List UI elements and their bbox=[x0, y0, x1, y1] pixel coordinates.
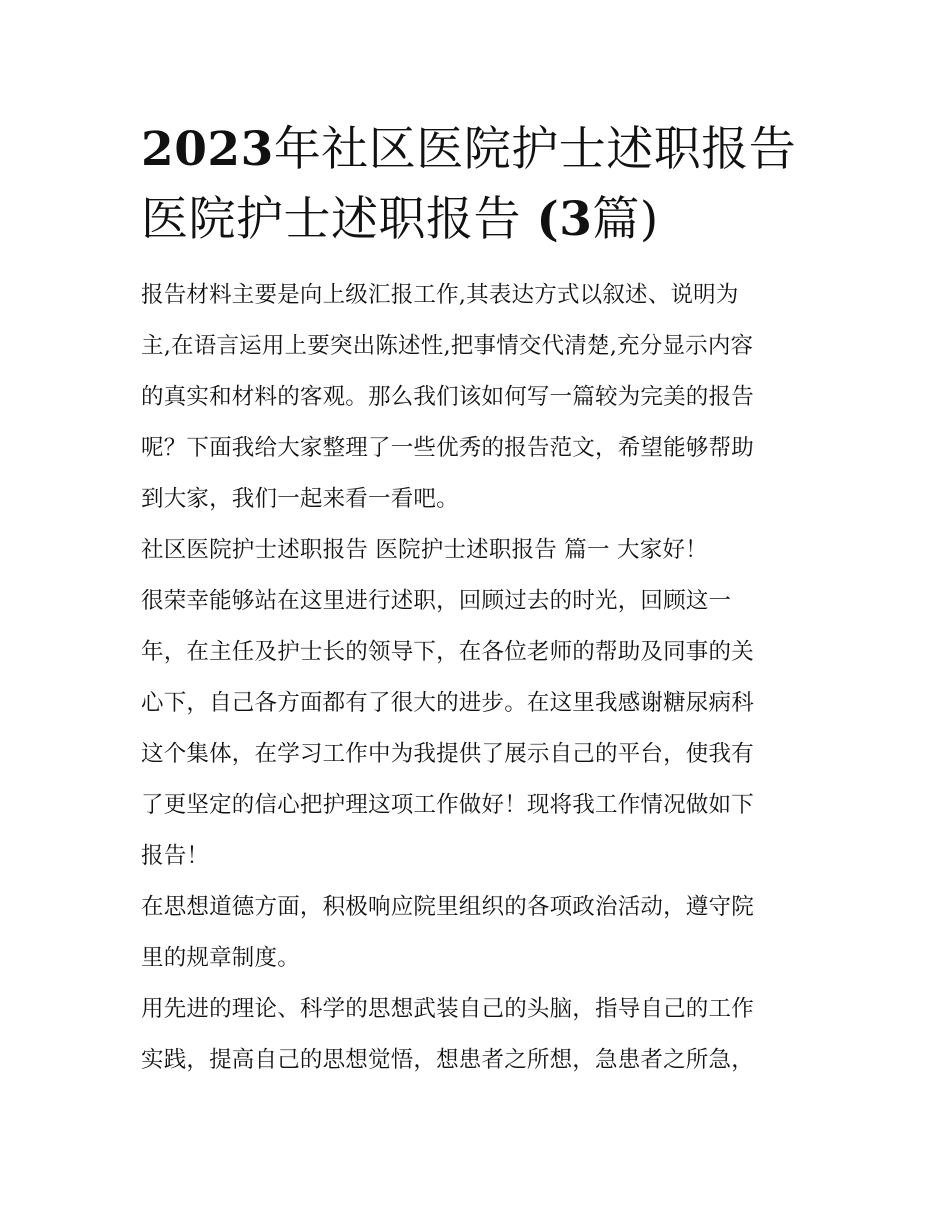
paragraph-line: 里的规章制度。 bbox=[141, 945, 300, 971]
title-line-1-text: 年社区医院护士述职报告 bbox=[273, 122, 797, 177]
paragraph-line: 了更坚定的信心把护理这项工作做好！现将我工作情况做如下 bbox=[141, 792, 754, 818]
document-body bbox=[141, 115, 816, 1086]
paragraph-line: 用先进的理论、科学的思想武装自己的头脑，指导自己的工作 bbox=[141, 996, 754, 1022]
title-year: 2023 bbox=[141, 122, 274, 177]
paragraph-theory bbox=[141, 984, 816, 1086]
paragraph-intro bbox=[141, 270, 816, 525]
paragraph-line: 呢？下面我给大家整理了一些优秀的报告范文，希望能够帮助 bbox=[141, 435, 754, 461]
paragraph-line: 实践，提高自己的思想觉悟，想患者之所想，急患者之所急， bbox=[141, 1047, 754, 1073]
paragraph-line: 报告材料主要是向上级汇报工作,其表达方式以叙述、说明为 bbox=[141, 282, 739, 308]
paragraph-line: 报告！ bbox=[141, 843, 210, 869]
paragraph-line: 心下，自己各方面都有了很大的进步。在这里我感谢糖尿病科 bbox=[141, 690, 754, 716]
paragraph-opening bbox=[141, 576, 816, 882]
paragraph-line: 主,在语言运用上要突出陈述性,把事情交代清楚,充分显示内容 bbox=[141, 333, 754, 359]
title-line-1 bbox=[141, 115, 816, 185]
title-line-2 bbox=[141, 185, 816, 255]
paragraph-line: 到大家，我们一起来看一看吧。 bbox=[141, 486, 459, 512]
paragraph-line: 很荣幸能够站在这里进行述职，回顾过去的时光，回顾这一 bbox=[141, 588, 732, 614]
paragraph-line: 在思想道德方面，积极响应院里组织的各项政治活动，遵守院 bbox=[141, 894, 754, 920]
paragraph-line: 的真实和材料的客观。那么我们该如何写一篇较为完美的报告 bbox=[141, 384, 754, 410]
paragraph-ideology bbox=[141, 882, 816, 984]
document-title bbox=[141, 115, 816, 255]
title-count: (3 bbox=[536, 192, 593, 247]
paragraph-line: 年，在主任及护士长的领导下，在各位老师的帮助及同事的关 bbox=[141, 639, 754, 665]
title-line-2-end: 篇) bbox=[592, 192, 659, 247]
title-line-2-text: 医院护士述职报告 bbox=[141, 192, 521, 247]
paragraph-line: 这个集体，在学习工作中为我提供了展示自己的平台，使我有 bbox=[141, 741, 754, 767]
paragraph-section-heading bbox=[141, 525, 816, 576]
paragraph-line: 社区医院护士述职报告 医院护士述职报告 篇一 大家好！ bbox=[141, 537, 708, 563]
